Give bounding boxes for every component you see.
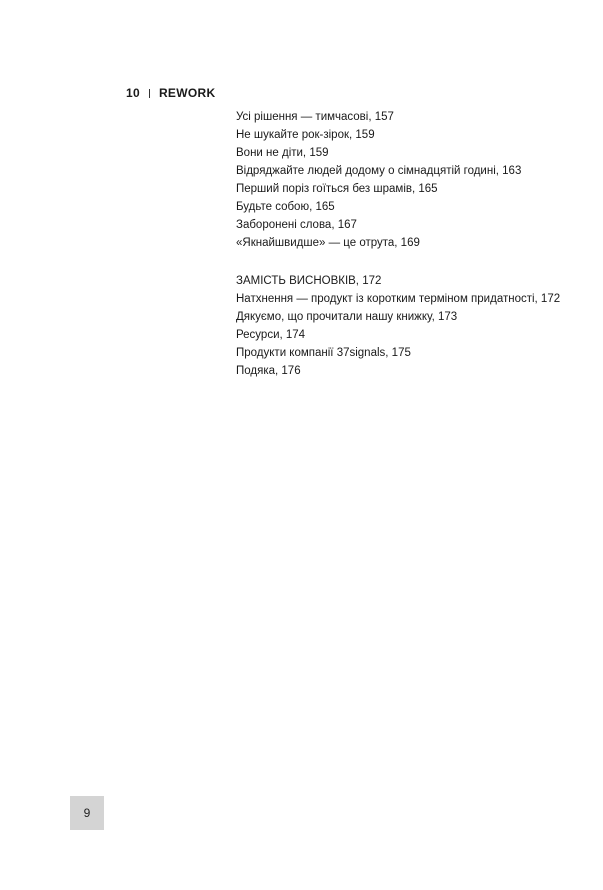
page-number-box: [70, 796, 104, 830]
toc-item: Усі рішення — тимчасові, 157: [236, 111, 394, 123]
running-head-brand-re: RE: [158, 86, 177, 100]
toc-item: Натхнення — продукт із коротким терміном придатності, 172: [236, 293, 561, 305]
toc-item: Відряджайте людей додому о сімнадцятій годині, 163: [236, 165, 522, 177]
running-head-brand-work: WORK: [176, 86, 216, 100]
toc-item: Дякуємо, що прочитали нашу книжку, 173: [236, 311, 458, 323]
toc-item: Ресурси, 174: [236, 329, 306, 341]
toc-item: Заборонені слова, 167: [236, 219, 357, 231]
toc-group-1: [236, 108, 576, 252]
running-head-page: 10: [126, 86, 140, 100]
toc-item: Вони не діти, 159: [236, 147, 329, 159]
toc-item: Перший поріз гоїться без шрамів, 165: [236, 183, 438, 195]
page-number: 9: [83, 806, 91, 820]
toc-section-heading: ЗАМІСТЬ ВИСНОВКІВ, 172: [236, 275, 382, 287]
running-head-divider: [149, 89, 150, 98]
running-head: [126, 86, 215, 100]
toc-item: Продукти компанії 37signals, 175: [236, 347, 411, 359]
table-of-contents: [236, 108, 576, 380]
toc-item: Будьте собою, 165: [236, 201, 335, 213]
toc-item: «Якнайшвидше» — це отрута, 169: [236, 237, 420, 249]
toc-item: Не шукайте рок-зірок, 159: [236, 129, 375, 141]
toc-group-2: [236, 272, 576, 380]
toc-item: Подяка, 176: [236, 365, 301, 377]
